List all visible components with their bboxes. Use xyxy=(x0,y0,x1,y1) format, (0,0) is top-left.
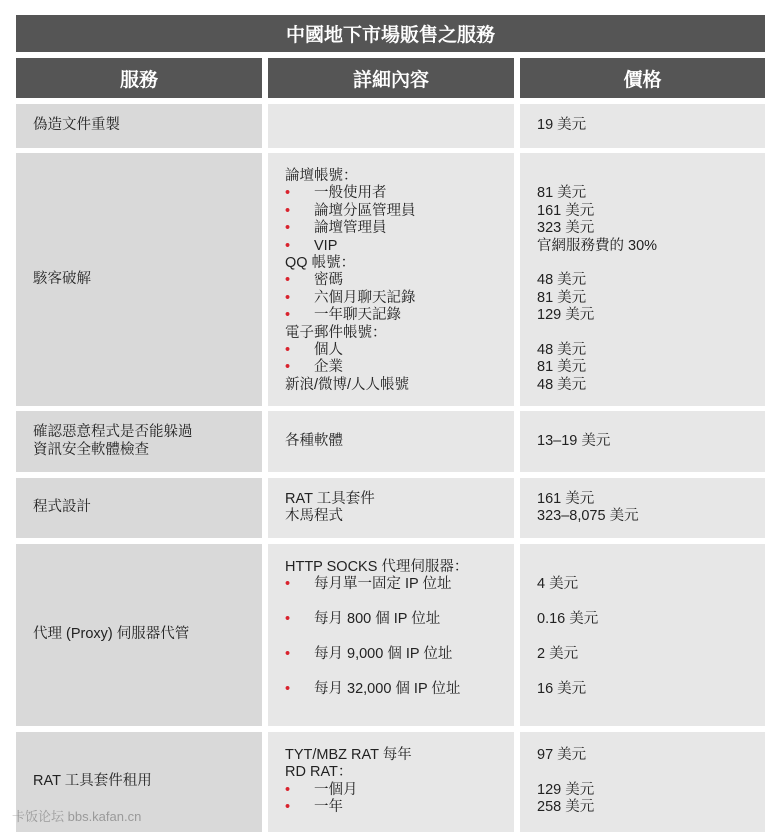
detail-bullet-item: • 一般使用者 xyxy=(285,185,387,202)
price-cell xyxy=(520,104,765,148)
header-service: 服務 xyxy=(16,58,262,98)
detail-line: 各種軟體 xyxy=(285,432,343,449)
bullet-icon: • xyxy=(285,272,291,289)
detail-bullet-item: • 論壇管理員 xyxy=(285,220,387,237)
detail-bullet-item: • 論壇分區管理員 xyxy=(285,202,416,219)
price-cell xyxy=(520,544,765,726)
header-price: 價格 xyxy=(520,58,765,98)
price-value xyxy=(537,168,765,185)
details-cell xyxy=(268,478,514,538)
price-value: 官網服務費的 30% xyxy=(537,237,658,254)
service-cell xyxy=(16,104,262,148)
service-label: 程式設計 xyxy=(33,499,91,516)
detail-bullet-item: • 密碼 xyxy=(285,272,343,289)
detail-bullet-item: • 每月 800 個 IP 位址 xyxy=(285,611,441,628)
price-value xyxy=(537,255,765,272)
price-value: 129 美元 xyxy=(537,781,595,798)
detail-line: HTTP SOCKS 代理伺服器： xyxy=(285,559,469,575)
details-cell xyxy=(268,153,514,406)
header-details: 詳細內容 xyxy=(268,58,514,98)
bullet-icon: • xyxy=(285,342,291,359)
price-cell xyxy=(520,478,765,538)
bullet-icon: • xyxy=(285,781,291,798)
service-label: 駭客破解 xyxy=(33,270,91,287)
detail-bullet-item: • VIP xyxy=(285,237,338,254)
price-value: 81 美元 xyxy=(537,289,587,306)
watermark: 卡饭论坛 bbs.kafan.cn xyxy=(12,809,142,824)
detail-line: QQ 帳號： xyxy=(285,255,356,272)
details-cell xyxy=(268,411,514,472)
bullet-icon: • xyxy=(285,289,291,306)
detail-line: 木馬程式 xyxy=(285,508,343,524)
detail-bullet-item: • 一個月 xyxy=(285,781,358,798)
service-label: 資訊安全軟體檢查 xyxy=(33,441,149,458)
detail-bullet-item: • 六個月聊天記錄 xyxy=(285,289,416,306)
bullet-icon: • xyxy=(285,576,291,593)
bullet-icon: • xyxy=(285,220,291,237)
price-cell xyxy=(520,732,765,832)
service-label: 代理 (Proxy) 伺服器代管 xyxy=(33,626,190,643)
price-value: 13–19 美元 xyxy=(537,432,611,449)
bullet-icon: • xyxy=(285,237,291,254)
price-value: 161 美元 xyxy=(537,202,595,219)
detail-bullet-item: • 每月 32,000 個 IP 位址 xyxy=(285,681,461,698)
service-cell xyxy=(16,411,262,472)
detail-bullet-item: • 企業 xyxy=(285,359,343,376)
price-value: 48 美元 xyxy=(537,376,587,393)
price-cell xyxy=(520,411,765,472)
price-value: 19 美元 xyxy=(537,117,587,134)
price-value: 48 美元 xyxy=(537,342,587,359)
price-value: 2 美元 xyxy=(537,646,579,663)
price-value: 16 美元 xyxy=(537,681,587,698)
detail-line: 論壇帳號： xyxy=(285,168,358,184)
details-cell xyxy=(268,732,514,832)
bullet-icon: • xyxy=(285,307,291,324)
price-value: 81 美元 xyxy=(537,359,587,376)
price-value: 258 美元 xyxy=(537,799,595,816)
details-cell xyxy=(268,544,514,726)
details-cell xyxy=(268,104,514,148)
detail-line: RD RAT： xyxy=(285,764,353,781)
price-value: 4 美元 xyxy=(537,576,579,593)
service-cell xyxy=(16,478,262,538)
service-label: 偽造文件重製 xyxy=(33,117,120,134)
price-value: 161 美元 xyxy=(537,490,595,507)
detail-line: TYT/MBZ RAT 每年 xyxy=(285,747,412,763)
detail-bullet-item: • 每月 9,000 個 IP 位址 xyxy=(285,646,453,663)
price-value: 129 美元 xyxy=(537,307,595,324)
price-value: 81 美元 xyxy=(537,185,587,202)
detail-line: 電子郵件帳號： xyxy=(285,324,387,341)
bullet-icon: • xyxy=(285,359,291,376)
detail-bullet-item: • 一年聊天記錄 xyxy=(285,307,401,324)
detail-line: RAT 工具套件 xyxy=(285,490,375,507)
price-value: 323–8,075 美元 xyxy=(537,508,639,524)
bullet-icon: • xyxy=(285,681,291,698)
bullet-icon: • xyxy=(285,799,291,816)
detail-bullet-item: • 一年 xyxy=(285,799,343,816)
price-value xyxy=(537,764,765,781)
detail-bullet-item: • 個人 xyxy=(285,342,343,359)
bullet-icon: • xyxy=(285,185,291,202)
price-value: 0.16 美元 xyxy=(537,611,599,628)
detail-line: 新浪/微博/人人帳號 xyxy=(285,376,410,393)
bullet-icon: • xyxy=(285,202,291,219)
price-value xyxy=(537,325,765,342)
price-value xyxy=(537,559,765,576)
price-value: 97 美元 xyxy=(537,747,587,763)
service-label: 確認惡意程式是否能躲過 xyxy=(33,424,193,441)
price-cell xyxy=(520,153,765,406)
detail-bullet-item: • 每月單一固定 IP 位址 xyxy=(285,576,452,593)
table-title: 中國地下市場販售之服務 xyxy=(16,15,765,52)
bullet-icon: • xyxy=(285,646,291,663)
price-value: 323 美元 xyxy=(537,220,595,237)
service-label: RAT 工具套件租用 xyxy=(33,773,152,790)
price-value: 48 美元 xyxy=(537,272,587,289)
bullet-icon: • xyxy=(285,611,291,628)
service-cell xyxy=(16,544,262,726)
service-cell xyxy=(16,153,262,406)
